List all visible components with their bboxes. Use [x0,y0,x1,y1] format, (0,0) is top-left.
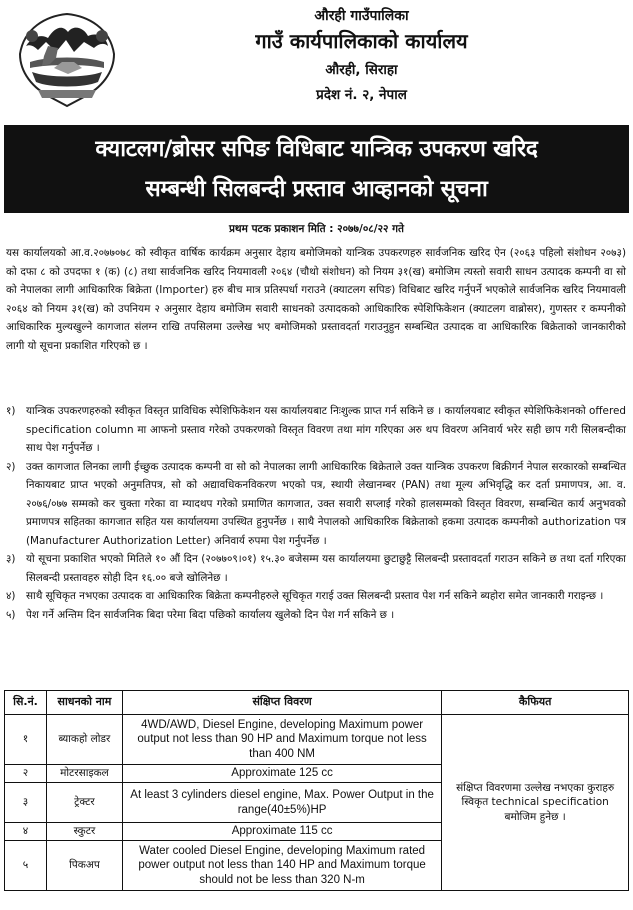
conditions-list [6,402,626,624]
table-header-row [5,691,629,715]
intro-paragraph: यस कार्यालयको आ.व.२०७७०७८ को स्वीकृत वार्षिक कार्यक्रम अनुसार देहाय बमोजिमको यान्त्रिक उपकरणहरु सार्वजनिक खरिद ऐन (२०६३ पहिलो संशोधन २०७३) को दफा ८ को उपदफा १ (क) (८) तथा सार्वजनिक खरिद नियमावली २०६४ (चौथो संशोधन) को नियम ३१(ख) बमोजिम त्यस्तो सवारी साधन उत्पादक कम्पनी वा सो को नेपालका लागी आधिकारिक बिक्रेता (Importer) हरु बीच मात्र प्रतिस्पर्धा गराउने (क्याटलग सपिङ) विधिबाट खरिद गर्नुपर्ने भएकोले सार्वजनिक खरिद नियमावली २०६४ को नियम ३१(ख) को उपनियम २ अनुसार देहाय बमोजिम सवारी साधनको उत्पादकको आधिकारिक स्पेशिफिकेशन (क्याटलग वाब्रोसर), गुणस्तर र कम्पनीको आधिकारिक मुल्यखुल्ने कागजात संलग्न राखि तपसिलमा उल्लेख भए बमोजिमको प्रस्तावदर्ता गराउनुहुन सम्बन्धित उत्पादक वा आधिकारिक बिक्रेताको जानकारीको लागी यो सूचना प्रकाशित गरिएको छ । [6,247,626,352]
condition-item [6,606,626,625]
condition-text: पेश गर्ने अन्तिम दिन सार्वजनिक बिदा परेमा बिदा पछिको कार्यालय खुलेको दिन पेश गर्न सकिने छ । [26,608,395,621]
remarks-cell: संक्षिप्त विवरणमा उल्लेख नभएका कुराहरु स्विकृत technical specification बमोजिम हुनेछ । [442,715,629,891]
condition-text: साथै सूचिकृत नभएका उत्पादक वा आधिकारिक बिक्रेता कम्पनीहरुले सूचिकृत गराई उक्त सिलबन्दी प्रस्ताव पेश गर्न सकिने ब्यहोरा समेत जानकारी गराइन्छ । [26,590,604,602]
condition-item [6,550,626,587]
header-serial-number: सि.नं. [5,691,47,715]
row-equipment-name: ट्रेक्टर [46,783,122,823]
row-description: Water cooled Diesel Engine, developing Maximum rated power output not less than 140 HP and Maximum torque should not be less than 320 N-m [122,841,441,891]
header-brief-description: संक्षिप्त विवरण [122,691,441,715]
row-serial-number: ३ [5,783,47,823]
notice-title-banner [4,125,629,213]
notice-title-line-1: क्याटलग/ब्रोसर सपिङ विधिबाट यान्त्रिक उपकरण खरिद [95,136,538,162]
row-description: Approximate 115 cc [122,823,441,841]
nepal-government-emblem-icon [8,6,126,114]
row-equipment-name: स्कुटर [46,823,122,841]
table-row [5,715,629,765]
condition-item [6,458,626,551]
condition-text: उक्त कागजात लिनका लागी ईच्छुक उत्पादक कम्पनी वा सो को नेपालका लागी आधिकारिक बिक्रेताले उक्त यान्त्रिक उपकरण बिक्रीगर्न नेपाल सरकारको सम्बन्धित निकायबाट प्राप्त भएको अनुमतिपत्र, सो को अद्यावधिकनविकरण भएको पत्र, स्थायी लेखानम्बर (PAN) तथा मूल्य अभिवृद्धि कर दर्ता प्रमाणपत्र, आ. व. २०७६/०७७ सम्मको कर चुक्ता गरेका वा म्यादथप गरेको प्रमाणित कागजात, उक्त सवारी सप्लाई गरेको हालसम्मको विस्तृत विवरण, सम्बन्धित कार्य अनुभवको प्रमाणपत्र सहितका कागजात सहित यस कार्यालयमा उपस्थित हुनुपर्नेछ । साथै नेपालको आधिकारिक बिक्रेताको हकमा उत्पादक कम्पनीको authorization पत्र (Manufacturer Authorization Letter) अनिवार्य रुपमा पेश गर्नुपर्नेछ । [26,460,626,547]
condition-item [6,402,626,458]
publication-date: प्रथम पटक प्रकाशन मिति : २०७७/०८/२२ गते [228,223,405,235]
row-description: 4WD/AWD, Diesel Engine, developing Maximum power output not less than 90 HP and Maximum torque not less than 400 NM [122,715,441,765]
header-equipment-name: साधनको नाम [46,691,122,715]
row-equipment-name: ब्याकहो लोडर [46,715,122,765]
row-serial-number: ५ [5,841,47,891]
condition-number: ५) [6,608,16,621]
office-location: औरही, सिराहा [325,62,398,78]
condition-number: ४) [6,590,16,602]
condition-number: १) [6,405,16,417]
row-description: At least 3 cylinders diesel engine, Max. Power Output in the range(40±5%)HP [122,783,441,823]
header-remarks: कैफियत [442,691,629,715]
row-serial-number: ४ [5,823,47,841]
row-serial-number: २ [5,765,47,783]
condition-number: २) [6,460,16,473]
row-equipment-name: पिकअप [46,841,122,891]
municipality-name: औरही गाउँपालिका [314,8,409,24]
province-line: प्रदेश नं. २, नेपाल [316,87,407,103]
row-equipment-name: मोटरसाइकल [46,765,122,783]
condition-text: यो सूचना प्रकाशित भएको मितिले १० औं दिन (२०७७०९।०१) १५.३० बजेसम्म यस कार्यालयमा छुटाछुट्टै सिलबन्दी प्रस्तावदर्ता गराउन सकिने छ तथा दर्ता गरिएका सिलबन्दी प्रस्तावहरु सोही दिन १६.०० बजे खोलिनेछ । [26,553,626,584]
equipment-spec-table [4,690,629,891]
row-serial-number: १ [5,715,47,765]
notice-title-line-2: सम्बन्धी सिलबन्दी प्रस्ताव आव्हानको सूचना [145,176,488,202]
office-name: गाउँ कार्यपालिकाको कार्यालय [255,29,468,53]
condition-item [6,587,626,606]
condition-number: ३) [6,553,16,565]
row-description: Approximate 125 cc [122,765,441,783]
condition-text: यान्त्रिक उपकरणहरुको स्वीकृत विस्तृत प्राविधिक स्पेशिफिकेशन यस कार्यालयबाट निःशुल्क प्राप्त गर्न सकिने छ । कार्यालयबाट स्वीकृत स्पेशिफिकेशनको offered specification column मा आफनो प्रस्ताव गरेको उपकरणको विस्तृत विवरण तथा मांग गरिएका अरु थप विवरण अनिवार्य भरेर सही छाप गरी सिलबन्दीका साथ पेश गर्नुपर्नेछ । [26,405,626,454]
